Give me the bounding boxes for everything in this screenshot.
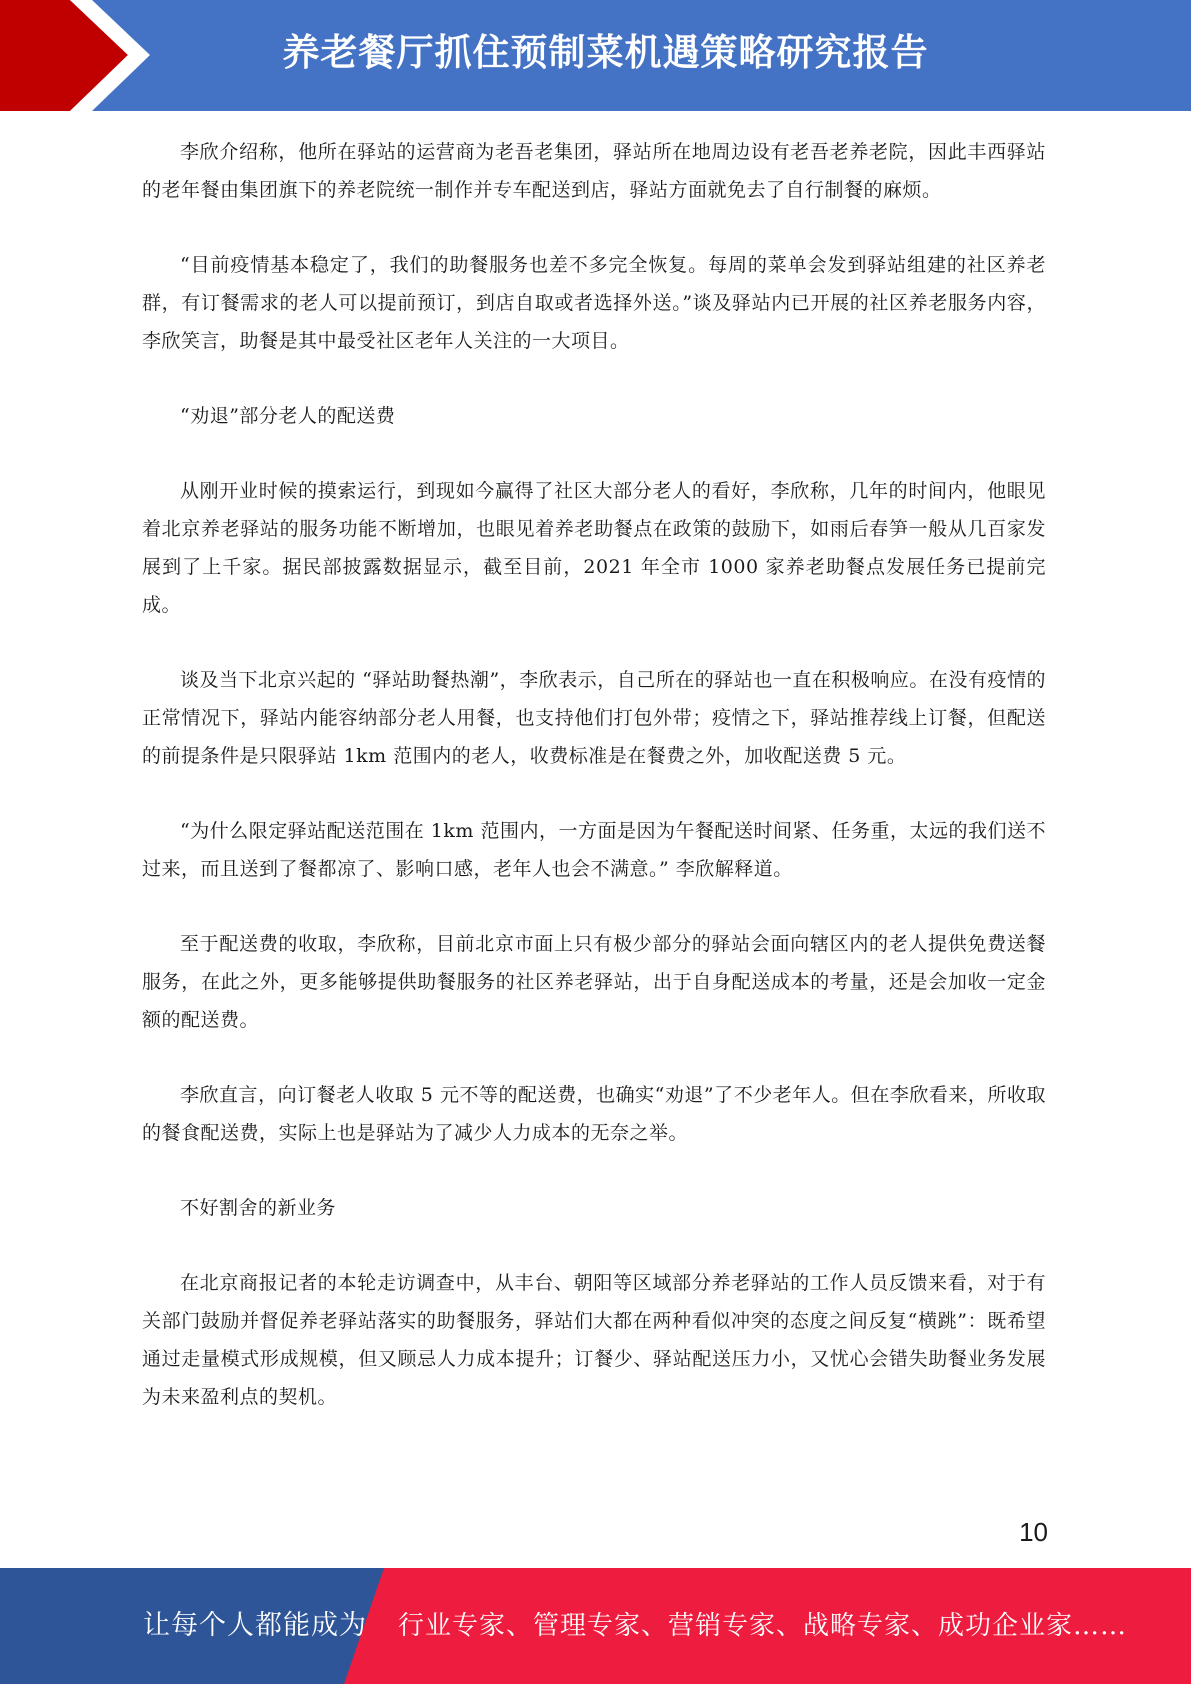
paragraph-8: 在北京商报记者的本轮走访调查中，从丰台、朝阳等区域部分养老驿站的工作人员反馈来看，对于有关部门鼓励并督促养老驿站落实的助餐服务，驿站们大都在两种看似冲突的态度之间反复“横跳”：既希望通过走量模式形成规模，但又顾忌人力成本提升；订餐少、驿站配送压力小，又忧心会错失助餐业务发展为未来盈利点的契机。 xyxy=(142,1272,1046,1408)
page-number: 10 xyxy=(1019,1517,1048,1547)
section-heading-delivery-fee: “劝退”部分老人的配送费 xyxy=(180,405,396,427)
paragraph-6: 至于配送费的收取，李欣称，目前北京市面上只有极少部分的驿站会面向辖区内的老人提供免费送餐服务，在此之外，更多能够提供助餐服务的社区养老驿站，出于自身配送成本的考量，还是会加收一定金额的配送费。 xyxy=(142,933,1046,1031)
footer-banner xyxy=(0,1568,1191,1684)
paragraph-2: “目前疫情基本稳定了，我们的助餐服务也差不多完全恢复。每周的菜单会发到驿站组建的社区养老群，有订餐需求的老人可以提前预订，到店自取或者选择外送。”谈及驿站内已开展的社区养老服务内容，李欣笑言，助餐是其中最受社区老年人关注的一大项目。 xyxy=(142,254,1046,352)
article-body xyxy=(142,133,1046,1453)
footer-slogan-left: 让每个人都能成为 xyxy=(143,1610,367,1641)
paragraph-5: “为什么限定驿站配送范围在 1km 范围内，一方面是因为午餐配送时间紧、任务重，太远的我们送不过来，而且送到了餐都凉了、影响口感，老年人也会不满意。” 李欣解释道。 xyxy=(142,820,1046,880)
header-banner xyxy=(0,0,1191,111)
report-title: 养老餐厅抓住预制菜机遇策略研究报告 xyxy=(282,31,929,74)
section-heading-new-business: 不好割舍的新业务 xyxy=(180,1197,337,1219)
footer-slogan-right: 行业专家、管理专家、营销专家、战略专家、成功企业家…… xyxy=(398,1611,1128,1641)
paragraph-4: 谈及当下北京兴起的 “驿站助餐热潮”，李欣表示，自己所在的驿站也一直在积极响应。在没有疫情的正常情况下，驿站内能容纳部分老人用餐，也支持他们打包外带；疫情之下，驿站推荐线上订餐，但配送的前提条件是只限驿站 1km 范围内的老人，收费标准是在餐费之外，加收配送费 5 元。 xyxy=(142,669,1046,767)
paragraph-7: 李欣直言，向订餐老人收取 5 元不等的配送费，也确实“劝退”了不少老年人。但在李欣看来，所收取的餐食配送费，实际上也是驿站为了减少人力成本的无奈之举。 xyxy=(142,1084,1046,1144)
paragraph-1: 李欣介绍称，他所在驿站的运营商为老吾老集团，驿站所在地周边设有老吾老养老院，因此丰西驿站的老年餐由集团旗下的养老院统一制作并专车配送到店，驿站方面就免去了自行制餐的麻烦。 xyxy=(142,141,1046,201)
paragraph-3: 从刚开业时候的摸索运行，到现如今赢得了社区大部分老人的看好，李欣称，几年的时间内，他眼见着北京养老驿站的服务功能不断增加，也眼见着养老助餐点在政策的鼓励下，如雨后春笋一般从几百家发展到了上千家。据民部披露数据显示，截至目前，2021 年全市 1000 家养老助餐点发展任务已提前完成。 xyxy=(142,480,1046,616)
